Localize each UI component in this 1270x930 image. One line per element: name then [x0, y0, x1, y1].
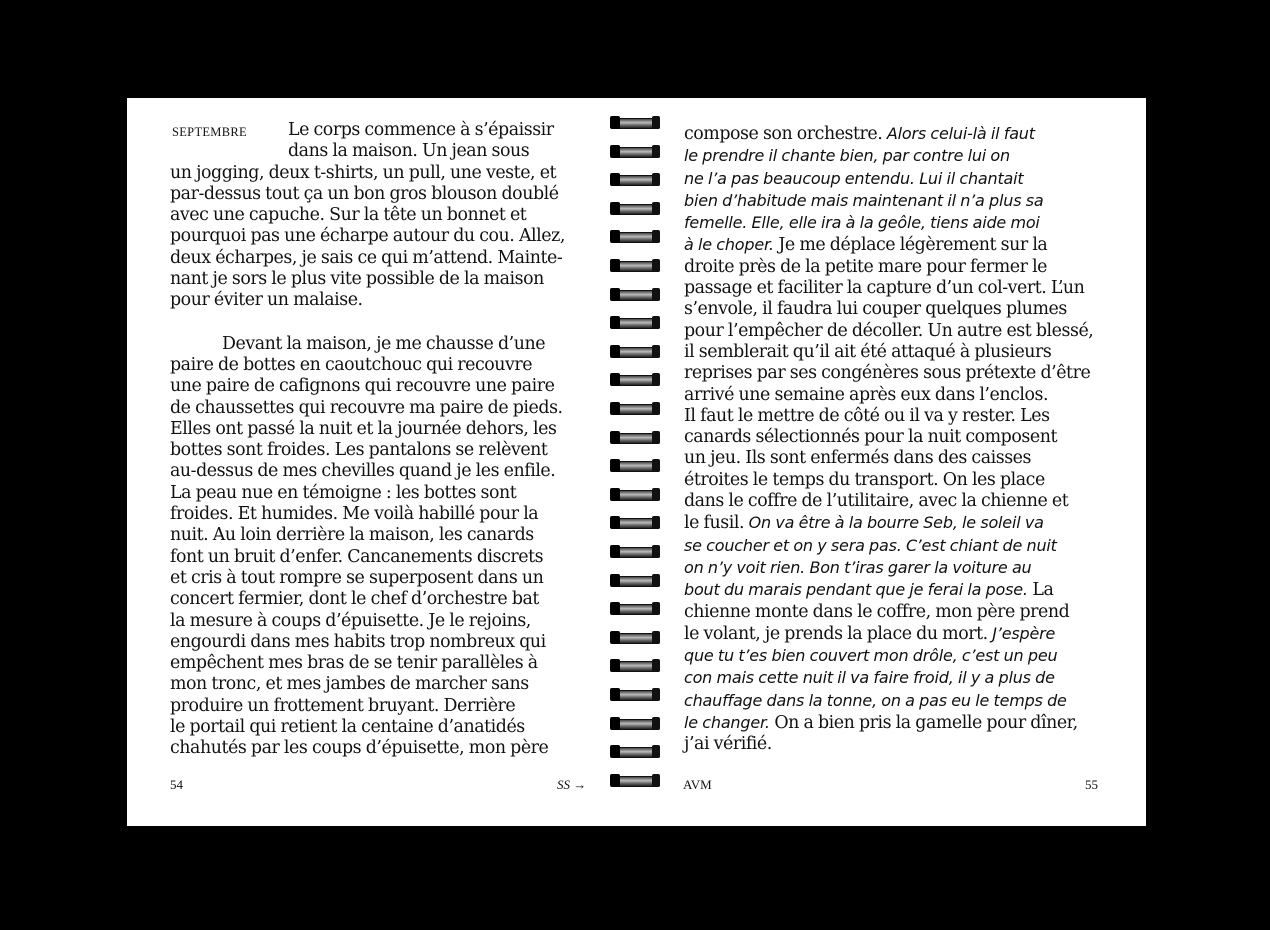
text-run: compose son orchestre. [684, 124, 887, 144]
italic-run: ne l’a pas beaucoup entendu. Lui il chantait [684, 168, 1024, 188]
text-line [684, 406, 1104, 427]
italic-run: le changer. [684, 713, 770, 733]
text-line [684, 579, 1104, 601]
text-line [684, 557, 1104, 579]
text-line [684, 278, 1104, 299]
text-line [684, 212, 1104, 234]
text-line: paire de bottes en caoutchouc qui recouvre [170, 354, 533, 375]
text-run: le fusil. [684, 513, 749, 534]
text-line: nant je sors le plus vite possible de la maison [170, 269, 544, 290]
text-run: Il faut le mettre de côté ou il va y rester. Les [684, 405, 1050, 426]
italic-run: à le choper. [684, 235, 774, 255]
page-number-left: 54 [170, 777, 183, 792]
text-line: au-dessus de mes chevilles quand je les enfile. [170, 461, 556, 482]
text-line [684, 470, 1104, 491]
text-line: Le corps commence à s’épaissir [288, 120, 554, 140]
footer-mark-left: SS → [557, 777, 587, 792]
italic-run: con mais cette nuit il va faire froid, il y a plus de [684, 668, 1055, 688]
text-line [684, 299, 1104, 320]
text-line [684, 190, 1104, 212]
text-line: pourquoi pas une écharpe autour du cou. Allez, [170, 226, 565, 247]
running-head: SEPTEMBRE [172, 125, 247, 139]
text-line [684, 321, 1104, 342]
text-line [684, 690, 1104, 712]
text-run: La [1027, 580, 1054, 601]
text-line [684, 535, 1104, 557]
italic-run: bout du marais pendant que je ferai la pose. [684, 580, 1028, 600]
text-line [684, 491, 1104, 512]
book-spread [127, 98, 1146, 826]
text-line: dans la maison. Un jean sous [288, 141, 530, 162]
text-line: chahutés par les coups d’épuisette, mon père [170, 738, 549, 759]
text-line [684, 342, 1104, 363]
text-line [684, 257, 1104, 278]
text-line: mon tronc, et mes jambes de marcher sans [170, 674, 529, 695]
text-line: un jogging, deux t-shirts, un pull, une veste, et [170, 162, 557, 183]
text-line [684, 145, 1104, 167]
text-run: Je me déplace légèrement sur la [773, 235, 1048, 256]
text-line [684, 734, 1104, 755]
left-body-text [170, 120, 590, 760]
text-run: s’envole, il faudra lui couper quelques plumes [684, 299, 1067, 320]
text-line [684, 645, 1104, 667]
text-line: deux écharpes, je sais ce qui m’attend. Mainte- [170, 247, 563, 268]
text-run: j’ai vérifié. [684, 734, 772, 755]
text-run: On a bien pris la gamelle pour dîner, [769, 713, 1078, 734]
text-line: la mesure à coups d’épuisette. Je le rejoins, [170, 610, 531, 631]
text-line: Devant la maison, je me chausse d’une [222, 333, 546, 354]
text-line [684, 234, 1104, 256]
text-line: le portail qui retient la centaine d’anatidés [170, 717, 525, 738]
text-line: La peau nue en témoigne : les bottes sont [170, 482, 517, 503]
text-line [684, 385, 1104, 406]
paragraph-gap [170, 312, 590, 334]
text-line: font un bruit d’enfer. Cancanements discrets [170, 546, 544, 567]
text-line: avec une capuche. Sur la tête un bonnet et [170, 205, 527, 226]
text-line: froides. Et humides. Me voilà habillé pour la [170, 504, 539, 525]
text-line [684, 712, 1104, 734]
text-line: pour éviter un malaise. [170, 290, 363, 311]
text-run: canards sélectionnés pour la nuit composent [684, 427, 1057, 448]
text-line [684, 427, 1104, 448]
page-number-right: 55 [1085, 777, 1098, 792]
italic-run: Alors celui-là il faut [886, 124, 1035, 143]
text-line: une paire de cafignons qui recouvre une paire [170, 376, 555, 397]
text-run: droite près de la petite mare pour fermer le [684, 256, 1048, 277]
text-line [684, 667, 1104, 689]
right-body-text [684, 123, 1104, 756]
text-line: empêchent mes bras de se tenir parallèles à [170, 653, 538, 674]
text-line: produire un frottement bruyant. Derrière [170, 695, 516, 716]
text-line [684, 123, 1104, 145]
text-run: chienne monte dans le coffre, mon père prend [684, 601, 1070, 622]
footer-mark-right: AVM [683, 777, 712, 792]
text-run: le volant, je prends la place du mort. [684, 623, 993, 644]
text-line [684, 168, 1104, 190]
italic-run: le prendre il chante bien, par contre lui on [684, 146, 1010, 166]
text-line [684, 512, 1104, 534]
text-line: nuit. Au loin derrière la maison, les canards [170, 525, 534, 546]
text-run: étroites le temps du transport. On les place [684, 469, 1045, 490]
italic-run: J’espère [992, 623, 1056, 643]
text-run: dans le coffre de l’utilitaire, avec la chienne et [684, 491, 1069, 512]
text-line [684, 602, 1104, 623]
text-run: arrivé une semaine après eux dans l’enclos. [684, 384, 1049, 405]
text-run: un jeu. Ils sont enfermés dans des caisses [684, 448, 1031, 469]
text-line: concert fermier, dont le chef d’orchestre bat [170, 589, 539, 610]
italic-run: On va être à la bourre Seb, le soleil va [748, 513, 1044, 533]
italic-run: on n’y voit rien. Bon t’iras garer la voiture au [684, 557, 1032, 577]
text-run: reprises par ses congénères sous prétexte d’être [684, 363, 1091, 384]
text-line: Elles ont passé la nuit et la journée dehors, les [170, 418, 557, 439]
text-line [684, 448, 1104, 469]
italic-run: bien d’habitude mais maintenant il n’a plus sa [684, 190, 1044, 210]
text-run: pour l’empêcher de décoller. Un autre est blessé, [684, 320, 1094, 341]
text-line: de chaussettes qui recouvre ma paire de pieds. [170, 397, 563, 418]
right-page [611, 98, 1146, 826]
italic-run: que tu t’es bien couvert mon drôle, c’est un peu [684, 646, 1058, 666]
text-line [684, 363, 1104, 384]
italic-run: femelle. Elle, elle ira à la geôle, tiens aide moi [684, 213, 1040, 233]
text-line [684, 623, 1104, 645]
text-line: bottes sont froides. Les pantalons se relèvent [170, 440, 548, 461]
text-run: passage et faciliter la capture d’un col-vert. L’un [684, 278, 1085, 299]
text-run: il semblerait qu’il ait été attaqué à plusieurs [684, 341, 1052, 362]
text-line: et cris à tout rompre se superposent dans un [170, 567, 544, 588]
text-line: engourdi dans mes habits trop nombreux qui [170, 631, 546, 652]
text-line: par-dessus tout ça un bon gros blouson doublé [170, 183, 559, 204]
left-page [127, 98, 611, 826]
italic-run: chauffage dans la tonne, on a pas eu le temps de [684, 690, 1067, 710]
italic-run: se coucher et on y sera pas. C’est chiant de nuit [684, 535, 1057, 555]
